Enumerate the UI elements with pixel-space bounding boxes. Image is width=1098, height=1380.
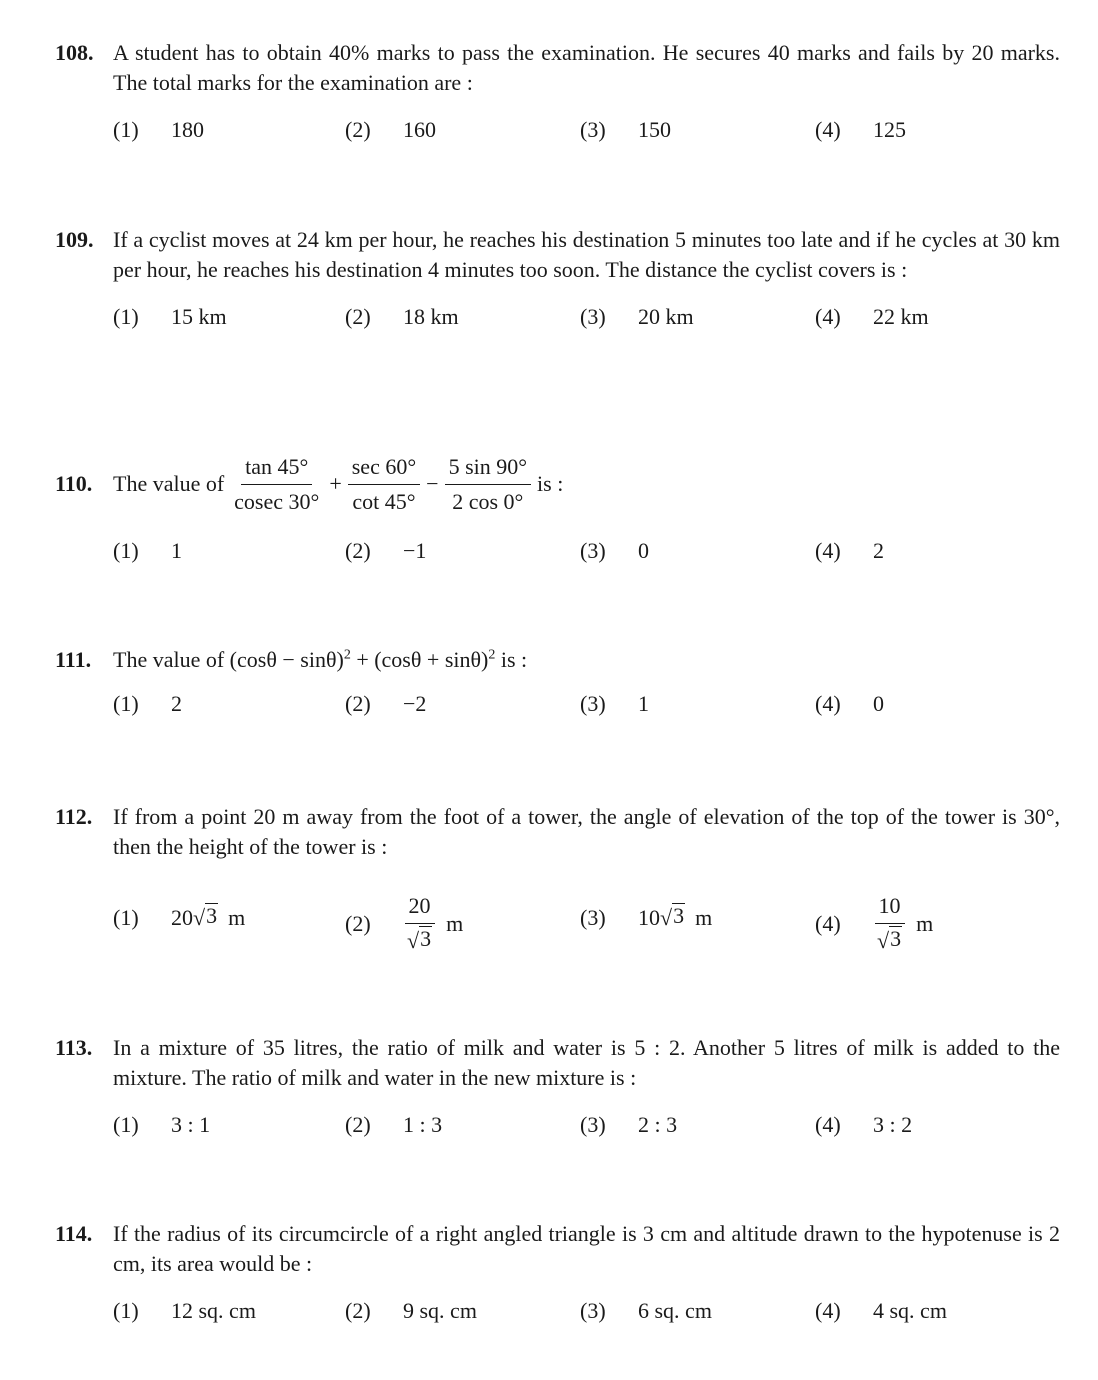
option-value: 180 <box>171 117 204 143</box>
radical-sign: √ <box>660 905 673 931</box>
option-number: (3) <box>580 304 606 330</box>
option-2 <box>345 302 459 332</box>
option-number: (3) <box>580 905 606 931</box>
fraction-numerator: 5 sin 90° <box>445 452 531 485</box>
option-number: (1) <box>113 538 139 564</box>
unit: m <box>228 905 246 931</box>
option-value: 1 <box>171 538 182 564</box>
question-text-after: is : <box>537 471 564 497</box>
option-value: 4 sq. cm <box>873 1298 947 1324</box>
square-root <box>407 926 432 956</box>
question-109 <box>55 225 1060 342</box>
option-number: (2) <box>345 910 371 936</box>
option-value: 9 sq. cm <box>403 1298 477 1324</box>
exponent-2: 2 <box>488 647 496 663</box>
option-value: 12 sq. cm <box>171 1298 256 1324</box>
option-value: 20 km <box>638 304 694 330</box>
fraction-sec-over-cot <box>348 452 420 516</box>
option-3 <box>580 302 694 332</box>
fraction-tan-over-cosec <box>230 452 323 516</box>
option-value: 15 km <box>171 304 227 330</box>
option-number: (2) <box>345 117 371 143</box>
unit: m <box>695 905 713 931</box>
expr-part-2: + (cosθ + sinθ) <box>350 647 489 672</box>
question-number: 112. <box>55 804 93 829</box>
option-number: (3) <box>580 538 606 564</box>
option-1 <box>113 903 245 933</box>
options <box>55 536 1060 576</box>
option-4 <box>815 1296 947 1326</box>
fraction-numerator: 20 <box>405 891 435 924</box>
option-3 <box>580 903 712 933</box>
minus-operator: − <box>426 471 439 497</box>
option-value: 1 : 3 <box>403 1112 443 1138</box>
option-3 <box>580 115 671 145</box>
question-text <box>113 645 1060 675</box>
question-text: If a cyclist moves at 24 km per hour, he reaches his destination 5 minutes too late and if he cycles at 30 km per hour, he reaches his destination 4 minutes too soon. The distance the cyclist covers is : <box>113 227 1060 282</box>
option-4 <box>815 302 929 332</box>
option-value: 2 : 3 <box>638 1112 678 1138</box>
question-113 <box>55 1033 1060 1150</box>
option-number: (2) <box>345 1112 371 1138</box>
option-number: (3) <box>580 117 606 143</box>
question-number: 108. <box>55 40 94 65</box>
option-4 <box>815 536 884 566</box>
option-number: (2) <box>345 1298 371 1324</box>
option-number: (1) <box>113 690 139 716</box>
option-value: 3 : 2 <box>873 1112 913 1138</box>
option-number: (4) <box>815 910 841 936</box>
option-2 <box>345 536 426 566</box>
options <box>55 891 1060 954</box>
question-number: 114. <box>55 1221 93 1246</box>
option-3 <box>580 689 649 719</box>
options <box>55 689 1060 729</box>
option-number: (4) <box>815 117 841 143</box>
radical-sign: √ <box>193 905 206 931</box>
option-value: 0 <box>873 690 884 716</box>
coefficient: 10 <box>638 905 660 931</box>
option-value: 6 sq. cm <box>638 1298 712 1324</box>
radical-sign: √ <box>407 928 420 954</box>
option-number: (4) <box>815 690 841 716</box>
option-number: (1) <box>113 117 139 143</box>
option-4 <box>815 115 906 145</box>
option-value: 3 : 1 <box>171 1112 211 1138</box>
option-value: 150 <box>638 117 671 143</box>
fraction-numerator: 10 <box>875 891 905 924</box>
question-text: A student has to obtain 40% marks to pass the examination. He secures 40 marks and fails by 20 marks. The total marks for the examination are : <box>113 40 1060 95</box>
option-1 <box>113 1296 256 1326</box>
fraction-numerator: sec 60° <box>348 452 420 485</box>
option-number: (3) <box>580 1298 606 1324</box>
option-number: (3) <box>580 690 606 716</box>
fraction-denominator: cosec 30° <box>234 488 320 514</box>
option-1 <box>113 1110 210 1140</box>
option-value: 18 km <box>403 304 459 330</box>
option-number: (3) <box>580 1112 606 1138</box>
option-2 <box>345 1296 477 1326</box>
question-number: 109. <box>55 227 94 252</box>
option-value: 22 km <box>873 304 929 330</box>
option-2 <box>345 689 426 719</box>
plus-operator: + <box>329 471 342 497</box>
option-number: (4) <box>815 1298 841 1324</box>
option-number: (1) <box>113 1298 139 1324</box>
expr-part-3: is : <box>495 647 528 672</box>
option-3 <box>580 1296 712 1326</box>
option-value: −2 <box>403 690 427 716</box>
fraction-numerator: tan 45° <box>241 452 312 485</box>
option-value: 125 <box>873 117 906 143</box>
option-number: (2) <box>345 304 371 330</box>
option-4 <box>815 891 933 955</box>
unit: m <box>446 910 464 936</box>
fraction-denominator: 2 cos 0° <box>452 488 524 514</box>
coefficient: 20 <box>171 905 193 931</box>
option-4 <box>815 689 884 719</box>
option-number: (4) <box>815 538 841 564</box>
unit: m <box>916 910 934 936</box>
option-2 <box>345 891 463 955</box>
option-1 <box>113 689 182 719</box>
option-1 <box>113 302 227 332</box>
option-number: (4) <box>815 304 841 330</box>
options <box>55 115 1060 155</box>
question-text: If the radius of its circumcircle of a right angled triangle is 3 cm and altitude drawn to the hypotenuse is 2 cm, its area would be : <box>113 1221 1060 1276</box>
question-text-before: The value of <box>113 471 225 497</box>
option-value: 160 <box>403 117 436 143</box>
question-text: In a mixture of 35 litres, the ratio of milk and water is 5 : 2. Another 5 litres of milk is added to the mixture. The ratio of milk and water in the new mixture is : <box>113 1035 1060 1090</box>
question-111 <box>55 645 1060 729</box>
option-3 <box>580 536 649 566</box>
question-110 <box>55 452 1060 576</box>
radicand: 3 <box>420 926 432 952</box>
option-value: 2 <box>873 538 884 564</box>
options <box>55 302 1060 342</box>
fraction-denominator <box>873 924 906 956</box>
square-root <box>660 903 685 933</box>
option-number: (1) <box>113 1112 139 1138</box>
radicand: 3 <box>673 903 685 929</box>
option-number: (2) <box>345 538 371 564</box>
exponent-1: 2 <box>343 647 351 663</box>
expr-part-1: The value of (cosθ − sinθ) <box>113 647 344 672</box>
option-2 <box>345 115 436 145</box>
option-4 <box>815 1110 912 1140</box>
fraction <box>403 891 436 955</box>
question-114 <box>55 1219 1060 1336</box>
option-value: 0 <box>638 538 649 564</box>
question-108 <box>55 38 1060 155</box>
radicand: 3 <box>206 903 218 929</box>
option-number: (4) <box>815 1112 841 1138</box>
option-1 <box>113 536 182 566</box>
fraction-denominator: cot 45° <box>352 488 416 514</box>
question-text: If from a point 20 m away from the foot of a tower, the angle of elevation of the top of the tower is 30°, then the height of the tower is : <box>113 804 1060 859</box>
option-value: 2 <box>171 690 182 716</box>
option-value: 1 <box>638 690 649 716</box>
option-number: (1) <box>113 304 139 330</box>
fraction-sin-over-cos <box>445 452 531 516</box>
option-2 <box>345 1110 442 1140</box>
options <box>55 1110 1060 1150</box>
option-number: (1) <box>113 905 139 931</box>
square-root <box>193 903 218 933</box>
square-root <box>877 926 902 956</box>
options <box>55 1296 1060 1336</box>
option-3 <box>580 1110 677 1140</box>
question-112 <box>55 802 1060 954</box>
radicand: 3 <box>890 926 902 952</box>
question-number: 113. <box>55 1035 93 1060</box>
option-1 <box>113 115 204 145</box>
fraction <box>873 891 906 955</box>
option-value: −1 <box>403 538 427 564</box>
question-number: 110. <box>55 471 93 497</box>
fraction-denominator <box>403 924 436 956</box>
option-number: (2) <box>345 690 371 716</box>
radical-sign: √ <box>877 928 890 954</box>
question-number: 111. <box>55 647 92 672</box>
